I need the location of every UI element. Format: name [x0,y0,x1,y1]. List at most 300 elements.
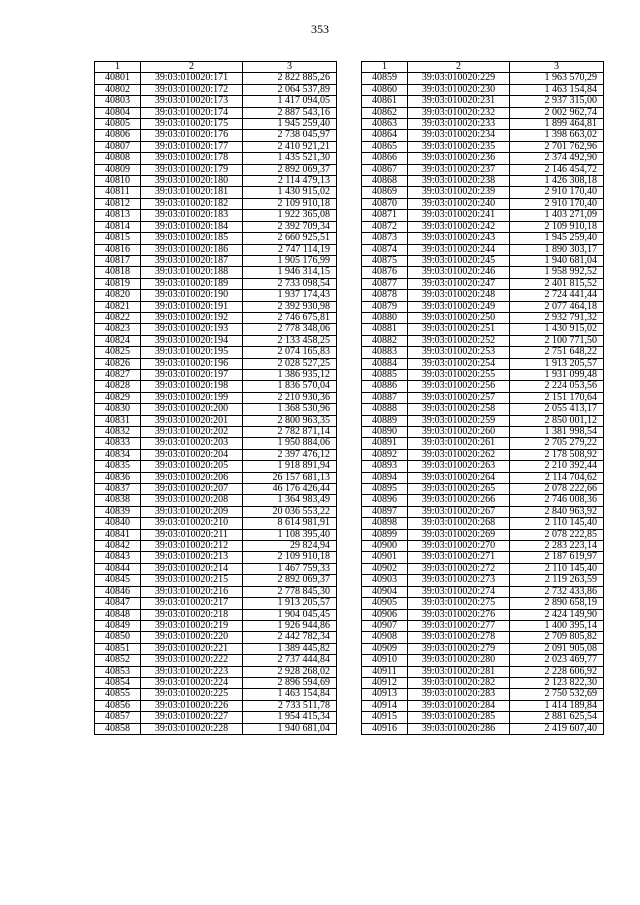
table-row [95,552,337,563]
row-number-cell: 40850 [95,632,141,643]
row-number-cell: 40807 [95,141,141,152]
cadastral-number-cell: 39:03:010020:254 [408,358,510,369]
cadastral-number-cell: 39:03:010020:275 [408,598,510,609]
row-number-cell: 40819 [95,278,141,289]
table-header-row [362,62,604,73]
value-cell: 2 738 045,97 [243,130,337,141]
row-number-cell: 40857 [95,712,141,723]
cadastral-number-cell: 39:03:010020:272 [408,563,510,574]
cadastral-number-cell: 39:03:010020:189 [141,278,243,289]
row-number-cell: 40870 [362,198,408,209]
value-cell: 8 614 981,91 [243,518,337,529]
value-cell: 2 410 921,21 [243,141,337,152]
cadastral-number-cell: 39:03:010020:276 [408,609,510,620]
table-row [95,324,337,335]
row-number-cell: 40811 [95,187,141,198]
row-number-cell: 40915 [362,712,408,723]
value-cell: 2 114 704,62 [510,472,604,483]
table-row [362,347,604,358]
cadastral-number-cell: 39:03:010020:228 [141,723,243,734]
row-number-cell: 40909 [362,643,408,654]
value-cell: 1 913 205,57 [243,598,337,609]
value-cell: 2 151 170,64 [510,392,604,403]
value-cell: 1 435 521,30 [243,153,337,164]
table-row [95,632,337,643]
value-cell: 1 890 303,17 [510,244,604,255]
table-row [362,255,604,266]
value-cell: 1 954 415,34 [243,712,337,723]
row-number-cell: 40856 [95,700,141,711]
row-number-cell: 40853 [95,666,141,677]
table-row [95,369,337,380]
row-number-cell: 40821 [95,301,141,312]
row-number-cell: 40806 [95,130,141,141]
row-number-cell: 40842 [95,541,141,552]
cadastral-number-cell: 39:03:010020:181 [141,187,243,198]
row-number-cell: 40849 [95,620,141,631]
cadastral-number-cell: 39:03:010020:175 [141,119,243,130]
table-row [95,164,337,175]
cadastral-number-cell: 39:03:010020:172 [141,84,243,95]
row-number-cell: 40864 [362,130,408,141]
cadastral-number-cell: 39:03:010020:205 [141,461,243,472]
cadastral-number-cell: 39:03:010020:211 [141,529,243,540]
table-row [95,541,337,552]
table-row [362,187,604,198]
table-row [362,723,604,734]
cadastral-number-cell: 39:03:010020:227 [141,712,243,723]
cadastral-number-cell: 39:03:010020:255 [408,369,510,380]
row-number-cell: 40907 [362,620,408,631]
table-row [362,107,604,118]
cadastral-number-cell: 39:03:010020:270 [408,541,510,552]
value-cell: 2 747 114,19 [243,244,337,255]
table-row [362,210,604,221]
table-row [362,176,604,187]
cadastral-number-cell: 39:03:010020:284 [408,700,510,711]
row-number-cell: 40808 [95,153,141,164]
table-row [95,461,337,472]
table-row [95,598,337,609]
row-number-cell: 40833 [95,438,141,449]
value-cell: 1 946 314,15 [243,267,337,278]
table-row [95,335,337,346]
row-number-cell: 40865 [362,141,408,152]
row-number-cell: 40882 [362,335,408,346]
table-row [362,506,604,517]
value-cell: 1 958 992,52 [510,267,604,278]
value-cell: 2 660 925,51 [243,233,337,244]
cadastral-number-cell: 39:03:010020:239 [408,187,510,198]
cadastral-number-cell: 39:03:010020:268 [408,518,510,529]
value-cell: 2 887 543,16 [243,107,337,118]
table-row [362,73,604,84]
cadastral-number-cell: 39:03:010020:286 [408,723,510,734]
row-number-cell: 40837 [95,484,141,495]
value-cell: 2 187 619,97 [510,552,604,563]
table-row [95,700,337,711]
value-cell: 2 109 910,18 [243,198,337,209]
cadastral-number-cell: 39:03:010020:203 [141,438,243,449]
row-number-cell: 40877 [362,278,408,289]
cadastral-number-cell: 39:03:010020:229 [408,73,510,84]
row-number-cell: 40835 [95,461,141,472]
table-row [362,541,604,552]
value-cell: 1 922 365,08 [243,210,337,221]
table-row [362,586,604,597]
row-number-cell: 40890 [362,427,408,438]
table-row [362,438,604,449]
table-row [95,347,337,358]
cadastral-number-cell: 39:03:010020:262 [408,449,510,460]
cadastral-number-cell: 39:03:010020:196 [141,358,243,369]
value-cell: 2 910 170,40 [510,198,604,209]
row-number-cell: 40817 [95,255,141,266]
cadastral-number-cell: 39:03:010020:197 [141,369,243,380]
value-cell: 2 392 709,34 [243,221,337,232]
value-cell: 2 890 658,19 [510,598,604,609]
cadastral-number-cell: 39:03:010020:244 [408,244,510,255]
cadastral-number-cell: 39:03:010020:182 [141,198,243,209]
cadastral-number-cell: 39:03:010020:257 [408,392,510,403]
cadastral-number-cell: 39:03:010020:214 [141,563,243,574]
table-row [95,586,337,597]
value-cell: 2 881 625,54 [510,712,604,723]
value-cell: 1 963 570,29 [510,73,604,84]
value-cell: 2 023 469,77 [510,655,604,666]
cadastral-number-cell: 39:03:010020:271 [408,552,510,563]
value-cell: 2 119 263,59 [510,575,604,586]
row-number-cell: 40875 [362,255,408,266]
cadastral-number-cell: 39:03:010020:185 [141,233,243,244]
row-number-cell: 40874 [362,244,408,255]
cadastral-number-cell: 39:03:010020:184 [141,221,243,232]
row-number-cell: 40885 [362,369,408,380]
table-row [362,495,604,506]
cadastral-number-cell: 39:03:010020:212 [141,541,243,552]
table-row [95,529,337,540]
cadastral-number-cell: 39:03:010020:250 [408,312,510,323]
value-cell: 1 931 099,48 [510,369,604,380]
row-number-cell: 40816 [95,244,141,255]
cadastral-number-cell: 39:03:010020:210 [141,518,243,529]
cadastral-number-cell: 39:03:010020:283 [408,689,510,700]
row-number-cell: 40897 [362,506,408,517]
row-number-cell: 40801 [95,73,141,84]
value-cell: 1 940 681,04 [243,723,337,734]
value-cell: 2 210 930,36 [243,392,337,403]
row-number-cell: 40822 [95,312,141,323]
table-row [362,290,604,301]
row-number-cell: 40825 [95,347,141,358]
cadastral-number-cell: 39:03:010020:217 [141,598,243,609]
value-cell: 2 896 594,69 [243,677,337,688]
row-number-cell: 40834 [95,449,141,460]
value-cell: 2 932 791,32 [510,312,604,323]
value-cell: 29 824,94 [243,541,337,552]
value-cell: 46 176 426,44 [243,484,337,495]
row-number-cell: 40911 [362,666,408,677]
value-cell: 1 400 395,14 [510,620,604,631]
value-cell: 2 442 782,34 [243,632,337,643]
cadastral-number-cell: 39:03:010020:260 [408,427,510,438]
value-cell: 2 401 815,52 [510,278,604,289]
value-cell: 2 055 413,17 [510,404,604,415]
cadastral-number-cell: 39:03:010020:258 [408,404,510,415]
cadastral-number-cell: 39:03:010020:243 [408,233,510,244]
cadastral-number-cell: 39:03:010020:173 [141,96,243,107]
table-row [362,689,604,700]
row-number-cell: 40912 [362,677,408,688]
row-number-cell: 40881 [362,324,408,335]
row-number-cell: 40869 [362,187,408,198]
table-row [362,655,604,666]
value-cell: 2 892 069,37 [243,164,337,175]
cadastral-number-cell: 39:03:010020:218 [141,609,243,620]
cadastral-number-cell: 39:03:010020:279 [408,643,510,654]
cadastral-number-cell: 39:03:010020:177 [141,141,243,152]
value-cell: 2 751 648,22 [510,347,604,358]
row-number-cell: 40880 [362,312,408,323]
value-cell: 2 374 492,90 [510,153,604,164]
value-cell: 2 074 165,83 [243,347,337,358]
table-header-row [95,62,337,73]
row-number-cell: 40860 [362,84,408,95]
row-number-cell: 40846 [95,586,141,597]
value-cell: 2 077 464,18 [510,301,604,312]
cadastral-number-cell: 39:03:010020:178 [141,153,243,164]
value-cell: 1 899 464,81 [510,119,604,130]
cadastral-number-cell: 39:03:010020:195 [141,347,243,358]
table-row [95,495,337,506]
row-number-cell: 40876 [362,267,408,278]
value-cell: 2 419 607,40 [510,723,604,734]
row-number-cell: 40887 [362,392,408,403]
value-cell: 2 928 268,02 [243,666,337,677]
cadastral-number-cell: 39:03:010020:201 [141,415,243,426]
table-row [362,643,604,654]
value-cell: 1 937 174,43 [243,290,337,301]
value-cell: 2 064 537,89 [243,84,337,95]
cadastral-number-cell: 39:03:010020:236 [408,153,510,164]
table-row [95,119,337,130]
cadastral-number-cell: 39:03:010020:247 [408,278,510,289]
table-row [362,324,604,335]
table-row [362,312,604,323]
table-row [362,335,604,346]
column-header: 2 [408,62,510,73]
value-cell: 2 228 606,92 [510,666,604,677]
table-row [362,415,604,426]
table-row [95,358,337,369]
row-number-cell: 40839 [95,506,141,517]
table-row [362,518,604,529]
row-number-cell: 40888 [362,404,408,415]
table-row [95,130,337,141]
cadastral-number-cell: 39:03:010020:180 [141,176,243,187]
cadastral-number-cell: 39:03:010020:171 [141,73,243,84]
cadastral-number-cell: 39:03:010020:233 [408,119,510,130]
cadastral-number-cell: 39:03:010020:232 [408,107,510,118]
cadastral-number-cell: 39:03:010020:199 [141,392,243,403]
row-number-cell: 40851 [95,643,141,654]
value-cell: 1 836 570,04 [243,381,337,392]
row-number-cell: 40843 [95,552,141,563]
table-row [95,643,337,654]
table-row [95,278,337,289]
row-number-cell: 40910 [362,655,408,666]
table-row [362,449,604,460]
value-cell: 1 403 271,09 [510,210,604,221]
table-right [361,61,604,735]
value-cell: 2 822 885,26 [243,73,337,84]
table-row [95,415,337,426]
cadastral-number-cell: 39:03:010020:204 [141,449,243,460]
row-number-cell: 40832 [95,427,141,438]
value-cell: 1 463 154,84 [243,689,337,700]
value-cell: 1 426 308,18 [510,176,604,187]
row-number-cell: 40903 [362,575,408,586]
cadastral-number-cell: 39:03:010020:256 [408,381,510,392]
row-number-cell: 40847 [95,598,141,609]
value-cell: 2 392 930,98 [243,301,337,312]
cadastral-number-cell: 39:03:010020:223 [141,666,243,677]
table-row [362,244,604,255]
row-number-cell: 40904 [362,586,408,597]
value-cell: 2 424 149,90 [510,609,604,620]
table-row [362,552,604,563]
cadastral-number-cell: 39:03:010020:183 [141,210,243,221]
row-number-cell: 40812 [95,198,141,209]
table-row [95,620,337,631]
row-number-cell: 40905 [362,598,408,609]
table-row [95,290,337,301]
value-cell: 2 746 675,81 [243,312,337,323]
value-cell: 2 123 822,30 [510,677,604,688]
row-number-cell: 40826 [95,358,141,369]
row-number-cell: 40895 [362,484,408,495]
value-cell: 1 945 259,40 [243,119,337,130]
cadastral-number-cell: 39:03:010020:215 [141,575,243,586]
row-number-cell: 40809 [95,164,141,175]
table-row [362,609,604,620]
row-number-cell: 40802 [95,84,141,95]
row-number-cell: 40831 [95,415,141,426]
row-number-cell: 40866 [362,153,408,164]
value-cell: 2 397 476,12 [243,449,337,460]
table-row [362,198,604,209]
cadastral-number-cell: 39:03:010020:191 [141,301,243,312]
table-row [95,233,337,244]
cadastral-number-cell: 39:03:010020:248 [408,290,510,301]
value-cell: 2 283 223,14 [510,541,604,552]
row-number-cell: 40891 [362,438,408,449]
cadastral-number-cell: 39:03:010020:240 [408,198,510,209]
column-header: 1 [95,62,141,73]
row-number-cell: 40858 [95,723,141,734]
row-number-cell: 40824 [95,335,141,346]
table-row [95,255,337,266]
value-cell: 1 364 983,49 [243,495,337,506]
table-row [362,461,604,472]
value-cell: 1 398 663,02 [510,130,604,141]
table-row [362,598,604,609]
cadastral-number-cell: 39:03:010020:179 [141,164,243,175]
value-cell: 1 368 530,96 [243,404,337,415]
table-row [95,198,337,209]
row-number-cell: 40848 [95,609,141,620]
cadastral-number-cell: 39:03:010020:273 [408,575,510,586]
row-number-cell: 40896 [362,495,408,506]
row-number-cell: 40854 [95,677,141,688]
value-cell: 1 904 045,45 [243,609,337,620]
cadastral-number-cell: 39:03:010020:208 [141,495,243,506]
cadastral-number-cell: 39:03:010020:265 [408,484,510,495]
row-number-cell: 40827 [95,369,141,380]
value-cell: 1 386 935,12 [243,369,337,380]
column-header: 3 [243,62,337,73]
cadastral-number-cell: 39:03:010020:187 [141,255,243,266]
row-number-cell: 40889 [362,415,408,426]
row-number-cell: 40840 [95,518,141,529]
row-number-cell: 40873 [362,233,408,244]
row-number-cell: 40900 [362,541,408,552]
table-row [95,563,337,574]
row-number-cell: 40868 [362,176,408,187]
column-header: 1 [362,62,408,73]
table-row [95,609,337,620]
table-row [95,221,337,232]
table-row [95,689,337,700]
value-cell: 2 733 511,78 [243,700,337,711]
row-number-cell: 40893 [362,461,408,472]
row-number-cell: 40804 [95,107,141,118]
row-number-cell: 40838 [95,495,141,506]
value-cell: 2 091 905,08 [510,643,604,654]
row-number-cell: 40916 [362,723,408,734]
value-cell: 2 078 222,66 [510,484,604,495]
cadastral-number-cell: 39:03:010020:206 [141,472,243,483]
row-number-cell: 40899 [362,529,408,540]
value-cell: 2 737 444,84 [243,655,337,666]
value-cell: 2 746 008,36 [510,495,604,506]
table-row [362,529,604,540]
cadastral-number-cell: 39:03:010020:269 [408,529,510,540]
table-row [95,187,337,198]
cadastral-number-cell: 39:03:010020:224 [141,677,243,688]
value-cell: 2 709 805,82 [510,632,604,643]
cadastral-number-cell: 39:03:010020:253 [408,347,510,358]
cadastral-number-cell: 39:03:010020:263 [408,461,510,472]
table-row [95,301,337,312]
table-row [95,712,337,723]
row-number-cell: 40829 [95,392,141,403]
value-cell: 2 724 441,44 [510,290,604,301]
table-row [95,73,337,84]
value-cell: 1 381 998,54 [510,427,604,438]
row-number-cell: 40803 [95,96,141,107]
table-row [362,563,604,574]
row-number-cell: 40901 [362,552,408,563]
value-cell: 2 705 279,22 [510,438,604,449]
cadastral-number-cell: 39:03:010020:209 [141,506,243,517]
row-number-cell: 40872 [362,221,408,232]
cadastral-number-cell: 39:03:010020:231 [408,96,510,107]
row-number-cell: 40862 [362,107,408,118]
row-number-cell: 40871 [362,210,408,221]
cadastral-number-cell: 39:03:010020:282 [408,677,510,688]
cadastral-number-cell: 39:03:010020:194 [141,335,243,346]
